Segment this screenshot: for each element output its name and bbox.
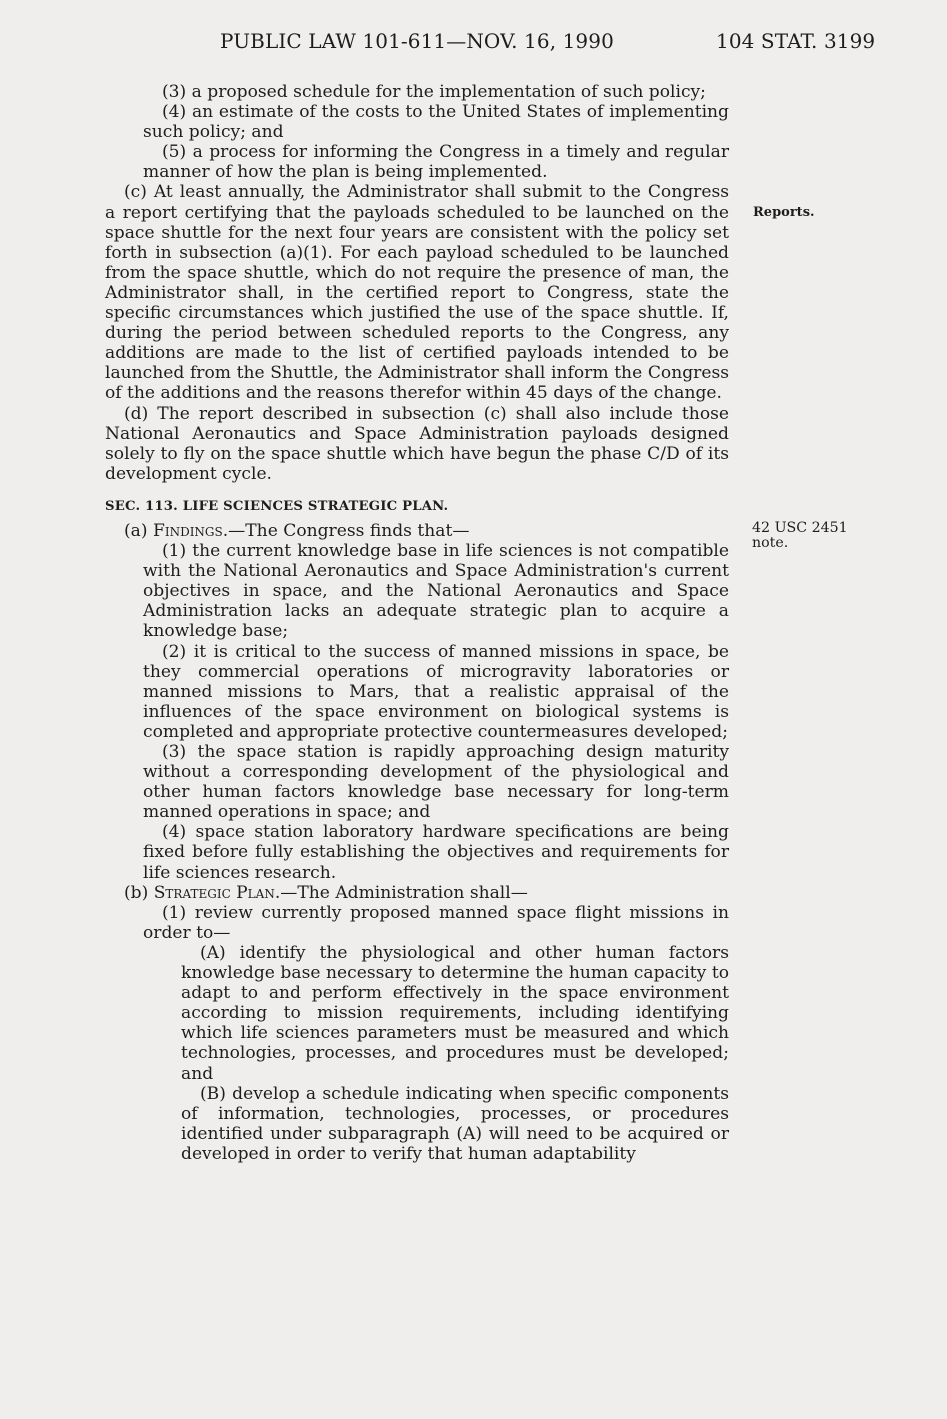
paragraph-5: (5) a process for informing the Congress in a timely and regular manner of how the plan is being implemented. xyxy=(143,142,729,183)
subsection-b-label: (b) xyxy=(124,882,154,903)
margin-note-reports: Reports. xyxy=(753,205,815,220)
finding-4: (4) space station laboratory hardware specifications are being fixed before fully establishing the objectives and requirements for life sciences research. xyxy=(143,822,729,883)
finding-2: (2) it is critical to the success of manned missions in space, be they commercial operations of microgravity laboratories or manned missions to Mars, that a realistic appraisal of the influences of the space environment on biological systems is completed and appropriate protective countermeasures developed; xyxy=(143,641,729,742)
subsection-d: (d) The report described in subsection (c) shall also include those National Aeronautics and Space Administration payloads designed solely to fly on the space shuttle which have begun the phase C/D of its development cycle. xyxy=(105,403,729,484)
paragraph-3: (3) a proposed schedule for the implementation of such policy; xyxy=(162,82,706,102)
plan-item-1: (1) review currently proposed manned space flight missions in order to— xyxy=(143,902,729,943)
subsection-c: (c) At least annually, the Administrator shall submit to the Congress a report certifying that the payloads scheduled to be launched on the space shuttle for the next four years are consistent with the policy set forth in subsection (a)(1). For each payload scheduled to be launched from the space shuttle, which do not require the presence of man, the Administrator shall, in the certified report to Congress, state the specific circumstances which justified the use of the space shuttle. If, during the period between scheduled reports to the Congress, any additions are made to the list of certified payloads intended to be launched from the Shuttle, the Administrator shall inform the Congress of the additions and the reasons therefor within 45 days of the change. xyxy=(105,182,729,404)
finding-1: (1) the current knowledge base in life sciences is not compatible with the National Aeronautics and Space Administration's current objectives in space, and the National Aeronautics and Space Administration lacks an adequate strategic plan to acquire a knowledge base; xyxy=(143,541,729,642)
paragraph-4: (4) an estimate of the costs to the United States of implementing such policy; and xyxy=(143,102,729,143)
margin-note-usc: 42 USC 2451 note. xyxy=(752,520,848,551)
subsection-a-text: .—The Congress finds that— xyxy=(222,520,470,541)
subsection-b-heading: Strategic Plan xyxy=(153,882,275,903)
body-text xyxy=(105,82,729,1164)
subsection-a xyxy=(105,521,729,541)
plan-item-1B: (B) develop a schedule indicating when specific components of information, technologies, processes, or procedures identified under subparagraph (A) will need to be acquired or developed in order to verify that human adaptability xyxy=(181,1083,729,1164)
header-stat-page: 104 STAT. 3199 xyxy=(716,29,876,53)
header-title: PUBLIC LAW 101-611—NOV. 16, 1990 xyxy=(220,29,614,53)
finding-3: (3) the space station is rapidly approaching design maturity without a corresponding development of the physiological and other human factors knowledge base necessary for long-term manned operations in space; and xyxy=(143,742,729,823)
section-heading: SEC. 113. LIFE SCIENCES STRATEGIC PLAN. xyxy=(105,498,449,514)
subsection-a-heading: Findings xyxy=(152,520,223,541)
subsection-a-label: (a) xyxy=(124,520,153,541)
plan-item-1A: (A) identify the physiological and other human factors knowledge base necessary to determine the human capacity to adapt to and perform effectively in the space environment according to mission requirements, including identifying which life sciences parameters must be measured and which technologies, processes, and procedures must be developed; and xyxy=(181,942,729,1084)
subsection-b-text: .—The Administration shall— xyxy=(274,882,528,903)
subsection-b xyxy=(105,883,729,903)
